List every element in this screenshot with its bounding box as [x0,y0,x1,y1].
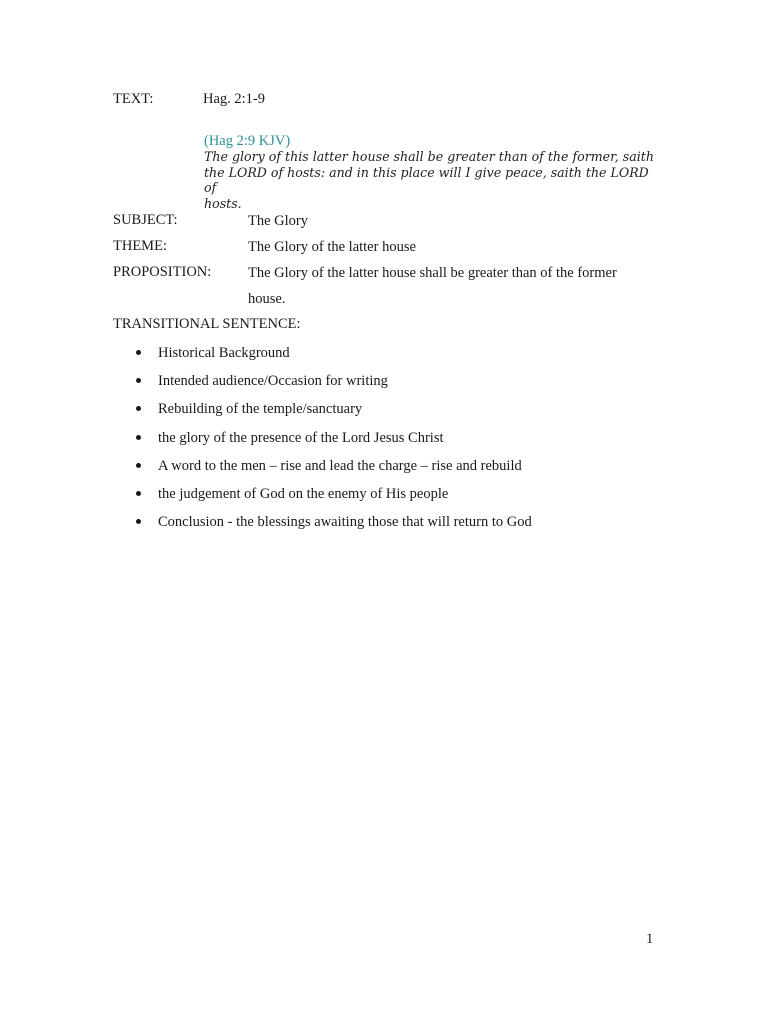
theme-value: The Glory of the latter house [248,239,416,255]
page-number: 1 [646,931,654,947]
verse-line-3: hosts. [204,195,242,211]
subject-value: The Glory [248,213,308,229]
subject-label: SUBJECT: [113,212,178,228]
proposition-label: PROPOSITION: [113,264,212,280]
bullet-icon [136,406,141,411]
transitional-label: TRANSITIONAL SENTENCE: [113,316,301,332]
bullet-icon [136,491,141,496]
bullet-icon [136,435,141,440]
theme-label: THEME: [113,238,167,254]
document-page: TEXT: Hag. 2:1-9 (Hag 2:9 KJV) The glory of this latter house shall be greater than of the former, saith the LORD of hosts: and in this place will I give peace, saith the LORD of hosts. SUBJECT: The Glory THEME: The Glory of the latter house PROPOSITION: The Glory of the latter house shall be greater than of the former house. TRANSITIONAL SENTENCE: Historical Background Intended audience/Occasion for writing Rebuilding of the temple/sanctuary the glory of the presence of the Lord Jesus Christ A word to the men – rise and lead the charge – rise and rebuild the judgement of God on the enemy of His people Conclusion - the blessings awaiting those that will return to God 1 [113,91,654,947]
text-reference: Hag. 2:1-9 [203,91,266,107]
bullet-icon [136,350,141,355]
proposition-value: The Glory of the latter house shall be greater than of the former house. [248,265,617,307]
verse-reference: (Hag 2:9 KJV) [204,133,291,149]
verse-line-2: the LORD of hosts: and in this place will I give peace, saith the LORD of [204,164,649,195]
verse-block [204,133,654,211]
bullet-icon [136,519,141,524]
bullet-icon [136,378,141,383]
text-label: TEXT: [113,91,154,107]
verse-line-1: The glory of this latter house shall be greater than of the former, saith [204,149,654,164]
bullet-icon [136,463,141,468]
